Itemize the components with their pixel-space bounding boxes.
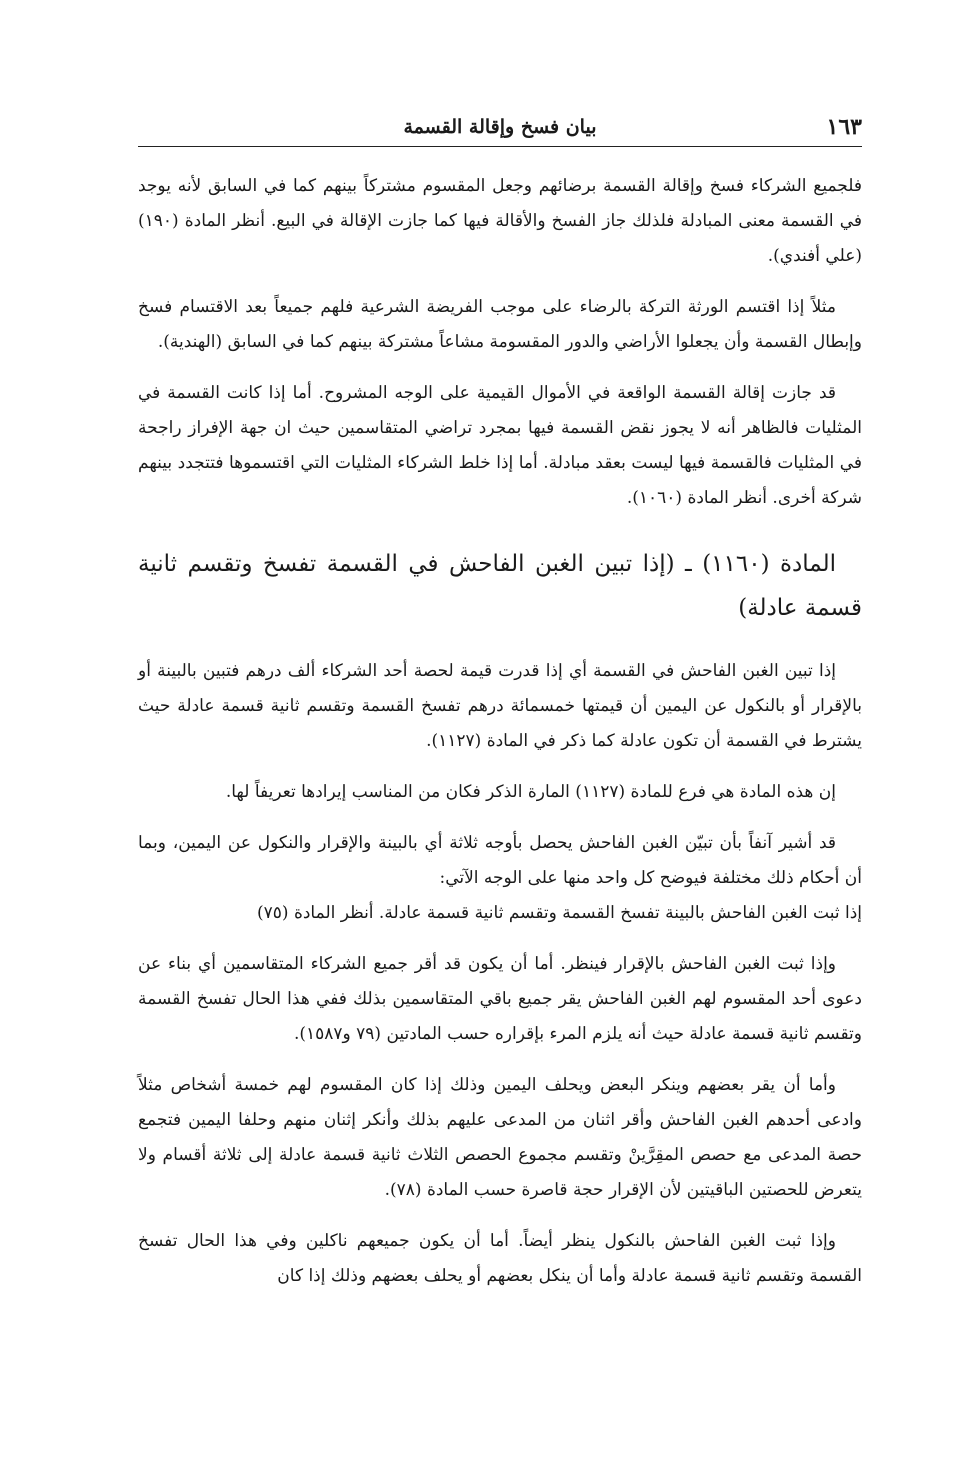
article-heading: المادة (١١٦٠) ـ (إذا تبين الغبن الفاحش في القسمة تفسخ وتقسم ثانية قسمة عادلة) [138, 551, 862, 621]
paragraph-8: وأما أن يقر بعضهم وينكر البعض ويحلف اليمين وذلك إذا كان المقسوم لهم خمسة أشخاص مثلاً وادعى أحدهم الغبن الفاحش وأقر اثنان من المدعى عليهم بذلك وأنكر إثنان منهم وحلفا اليمين فتجمع حصة المدعى مع حصص المقِرَّينْ وتقسم مجموع الحصص الثلاث ثانية قسمة عادلة إلى ثلاثة أقسام ولا يتعرض للحصتين الباقيتين لأن الإقرار حجة قاصرة حسب المادة (٧٨). [138, 1075, 862, 1200]
paragraph-3: قد جازت إقالة القسمة الواقعة في الأموال القيمية على الوجه المشروح. أما إذا كانت القسمة في المثليات فالظاهر أنه لا يجوز نقض القسمة فيها بمجرد تراضي المتقاسمين حيث ان جهة الإفراز راجحة في المثليات فالقسمة فيها ليست بعقد مبادلة. أما إذا خلط الشركاء المثليات التي اقتسموها فتتجدد بينهم شركة أخرى. أنظر المادة (١٠٦٠). [138, 383, 863, 508]
paragraph-9: وإذا ثبت الغبن الفاحش بالنكول ينظر أيضاً. أما أن يكون جميعهم ناكلين وفي هذا الحال تفسخ القسمة وتقسم ثانية قسمة عادلة وأما أن ينكل بعضهم أو يحلف بعضهم وذلك إذا كان [138, 1231, 862, 1286]
page-header [138, 112, 862, 147]
paragraph-7: وإذا ثبت الغبن الفاحش بالإقرار فينظر. أما أن يكون قد أقر جميع الشركاء المتقاسمين أي بناء عن دعوى أحد المقسوم لهم الغبن الفاحش يقر جميع باقي المتقاسمين بذلك ففي هذا الحال تفسخ القسمة وتقسم ثانية قسمة عادلة حيث أنه يلزم المرء بإقراره حسب المادتين (٧٩ و١٥٨٧). [138, 954, 862, 1044]
page-body [138, 147, 862, 1294]
paragraph-5: إن هذه المادة هي فرع للمادة (١١٢٧) المارة الذكر فكان من المناسب إيرادها تعريفاً لها. [225, 782, 836, 802]
paragraph-4: إذا تبين الغبن الفاحش في القسمة أي إذا قدرت قيمة لحصة أحد الشركاء ألف درهم فتبين بالبينة أو بالإقرار أو بالنكول عن اليمين أن قيمتها خمسمائة درهم تفسخ القسمة وتقسم ثانية قسمة عادلة حيث يشترط في القسمة أن تكون عادلة كما ذكر في المادة (١١٢٧). [138, 661, 862, 751]
paragraph-1: فلجميع الشركاء فسخ وإقالة القسمة برضائهم وجعل المقسوم مشتركاً بينهم كما في السابق لأنه يوجد في القسمة معنى المبادلة فلذلك جاز الفسخ والأقالة فيها كما جازت الإقالة في البيع. أنظر المادة (١٩٠) (علي أفندي). [138, 176, 862, 266]
paragraph-6-group [138, 826, 862, 931]
page-number: ١٦٣ [826, 114, 862, 140]
paragraph-6-line-2: إذا ثبت الغبن الفاحش بالبينة تفسخ القسمة وتقسم ثانية قسمة عادلة. أنظر المادة (٧٥) [257, 903, 862, 923]
running-title: بيان فسخ وإقالة القسمة [403, 116, 597, 138]
paragraph-6: قد أشير آنفاً بأن تبيّن الغبن الفاحش يحصل بأوجه ثلاثة أي بالبينة والإقرار والنكول عن اليمين، وبما أن أحكام ذلك مختلفة فيوضح كل واحد منها على الوجه الآتي: [138, 833, 862, 888]
document-page [138, 112, 862, 1310]
paragraph-2: مثلاً إذا اقتسم الورثة التركة بالرضاء على موجب الفريضة الشرعية فلهم جميعاً بعد الاقتسام فسخ وإبطال القسمة وأن يجعلوا الأراضي والدور المقسومة مشاعاً مشتركة بينهم كما في السابق (الهندية). [138, 297, 862, 352]
